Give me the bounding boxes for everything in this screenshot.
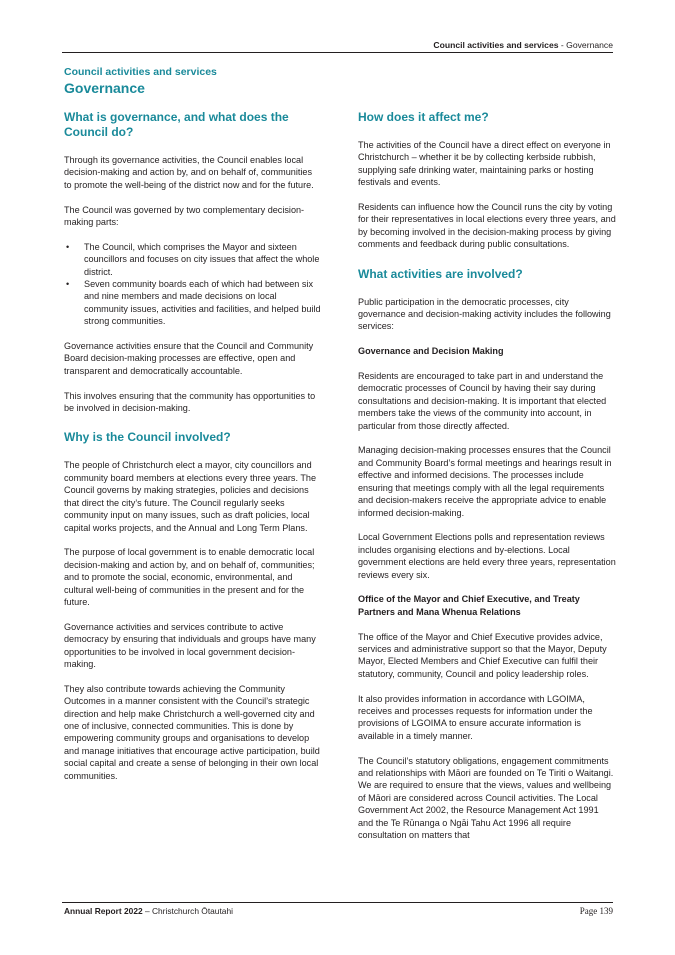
subheading-office-mayor: Office of the Mayor and Chief Executive, and Treaty Partners and Mana Whenua Relations [358, 594, 580, 617]
heading-how-affect-me: How does it affect me? [358, 110, 489, 124]
list-item: • Seven community boards each of which had between six and nine members and made decisions on local community issues, activities and facilities, and helped build strong communities. [64, 278, 322, 328]
paragraph: The activities of the Council have a direct effect on everyone in Christchurch – whether it be by collecting kerbside rubbish, supplying safe drinking water, maintaining parks or hosting festivals and events. [358, 140, 611, 188]
footer-report-title [64, 906, 233, 916]
paragraph: Governance activities ensure that the Council and Community Board decision-making processes are effective, open and transparent and democratically accountable. [64, 341, 314, 376]
footer-rule [62, 902, 613, 903]
paragraph: They also contribute towards achieving the Community Outcomes in a manner consistent with the Council’s strategic direction and help make Christchurch a well-governed city and one of inclusive, connected communities. This is done by empowering community groups and organisations to develop and manage initiatives that encourage active participation, build social capital and create a sense of belonging in their own local communities. [64, 683, 320, 781]
paragraph: The Council’s statutory obligations, engagement commitments and relationships with Māori are founded on Te Tiriti o Waitangi. We are required to ensure that the views, values and wellbeing of Māori are considered across Council activities. The Local Government Act 2002, the Resource Management Act 1991 and the Te Rūnanga o Ngāi Tahu Act 1996 all require consultation on matters that [358, 755, 614, 840]
paragraph: This involves ensuring that the community has opportunities to be involved in decision-making. [64, 390, 316, 414]
running-header-separator: - [558, 40, 567, 50]
running-header-section: Council activities and services [433, 40, 559, 50]
decision-parts-list [64, 241, 322, 328]
paragraph: Local Government Elections polls and representation reviews includes organising elections and by-elections. Local government elections are held every three years, representation reviews every six. [358, 532, 616, 580]
heading-why-involved: Why is the Council involved? [64, 430, 231, 445]
footer-city: Christchurch Ōtautahi [151, 906, 233, 916]
footer-report-name: Annual Report 2022 [64, 906, 143, 916]
paragraph: Through its governance activities, the Council enables local decision-making and action by, and on behalf of, communities to promote the well-being of the district now and for the future. [64, 155, 314, 190]
list-item: • The Council, which comprises the Mayor and sixteen councillors and focuses on city issues that affect the whole district. [64, 241, 322, 278]
header-rule [62, 52, 613, 53]
footer-separator: – [142, 906, 152, 916]
page-number: Page 139 [579, 906, 613, 916]
running-header [433, 40, 613, 50]
paragraph: Governance activities and services contribute to active democracy by ensuring that individuals and groups have many opportunities to be involved in local government decision-making. [64, 621, 316, 669]
subheading-governance-decision-making: Governance and Decision Making [358, 346, 504, 357]
section-kicker: Council activities and services [64, 66, 217, 78]
paragraph: The Council was governed by two complementary decision-making parts: [64, 204, 305, 228]
paragraph: The people of Christchurch elect a mayor, city councillors and community board members at elections every three years. The Council governs by making strategies, policies and decisions that direct the city’s future. The Council regularly seeks community input on many issues, such as draft policies, local capital works projects, and the Annual and Long Term Plans. [64, 460, 317, 533]
paragraph: It also provides information in accordance with LGOIMA, receives and processes requests for information under the provisions of LGOIMA to ensure accurate information is available in a timely manner. [358, 693, 593, 741]
page-title: Governance [64, 80, 145, 96]
paragraph: Residents can influence how the Council runs the city by voting for their representatives in local elections every three years, and by becoming involved in the decision-making process by giving comments and feedback during public consultations. [358, 202, 616, 250]
paragraph: The office of the Mayor and Chief Executive provides advice, services and administrative support so that the Mayor, Deputy Mayor, Elected Members and Chief Executive can fulfil their statutory, community, Council and policy leadership roles. [358, 631, 607, 679]
paragraph: Residents are encouraged to take part in and understand the democratic processes of Council by having their say during consultations and decision-making. It is important that elected members take the views of the community into account, in particular from those directly affected. [358, 371, 607, 431]
right-column [358, 110, 616, 854]
paragraph: The purpose of local government is to enable democratic local decision-making and action by, and on behalf of, communities; and to promote the social, economic, environmental, and cultural well-being of communities in the present and for the future. [64, 547, 315, 607]
paragraph: Public participation in the democratic processes, city governance and decision-making activity includes the following services: [358, 296, 611, 332]
heading-activities-involved: What activities are involved? [358, 266, 523, 281]
running-header-subsection: Governance [566, 40, 613, 50]
heading-what-is-governance: What is governance, and what does the Council do? [64, 110, 289, 139]
paragraph: Managing decision-making processes ensures that the Council and Community Board’s formal meetings and hearings result in effective and informed decisions. The processes include ensuring that meetings comply with all the legal requirements and decision-makers receive the appropriate advice to enable informed decision-making. [358, 445, 612, 518]
left-column [64, 110, 322, 794]
